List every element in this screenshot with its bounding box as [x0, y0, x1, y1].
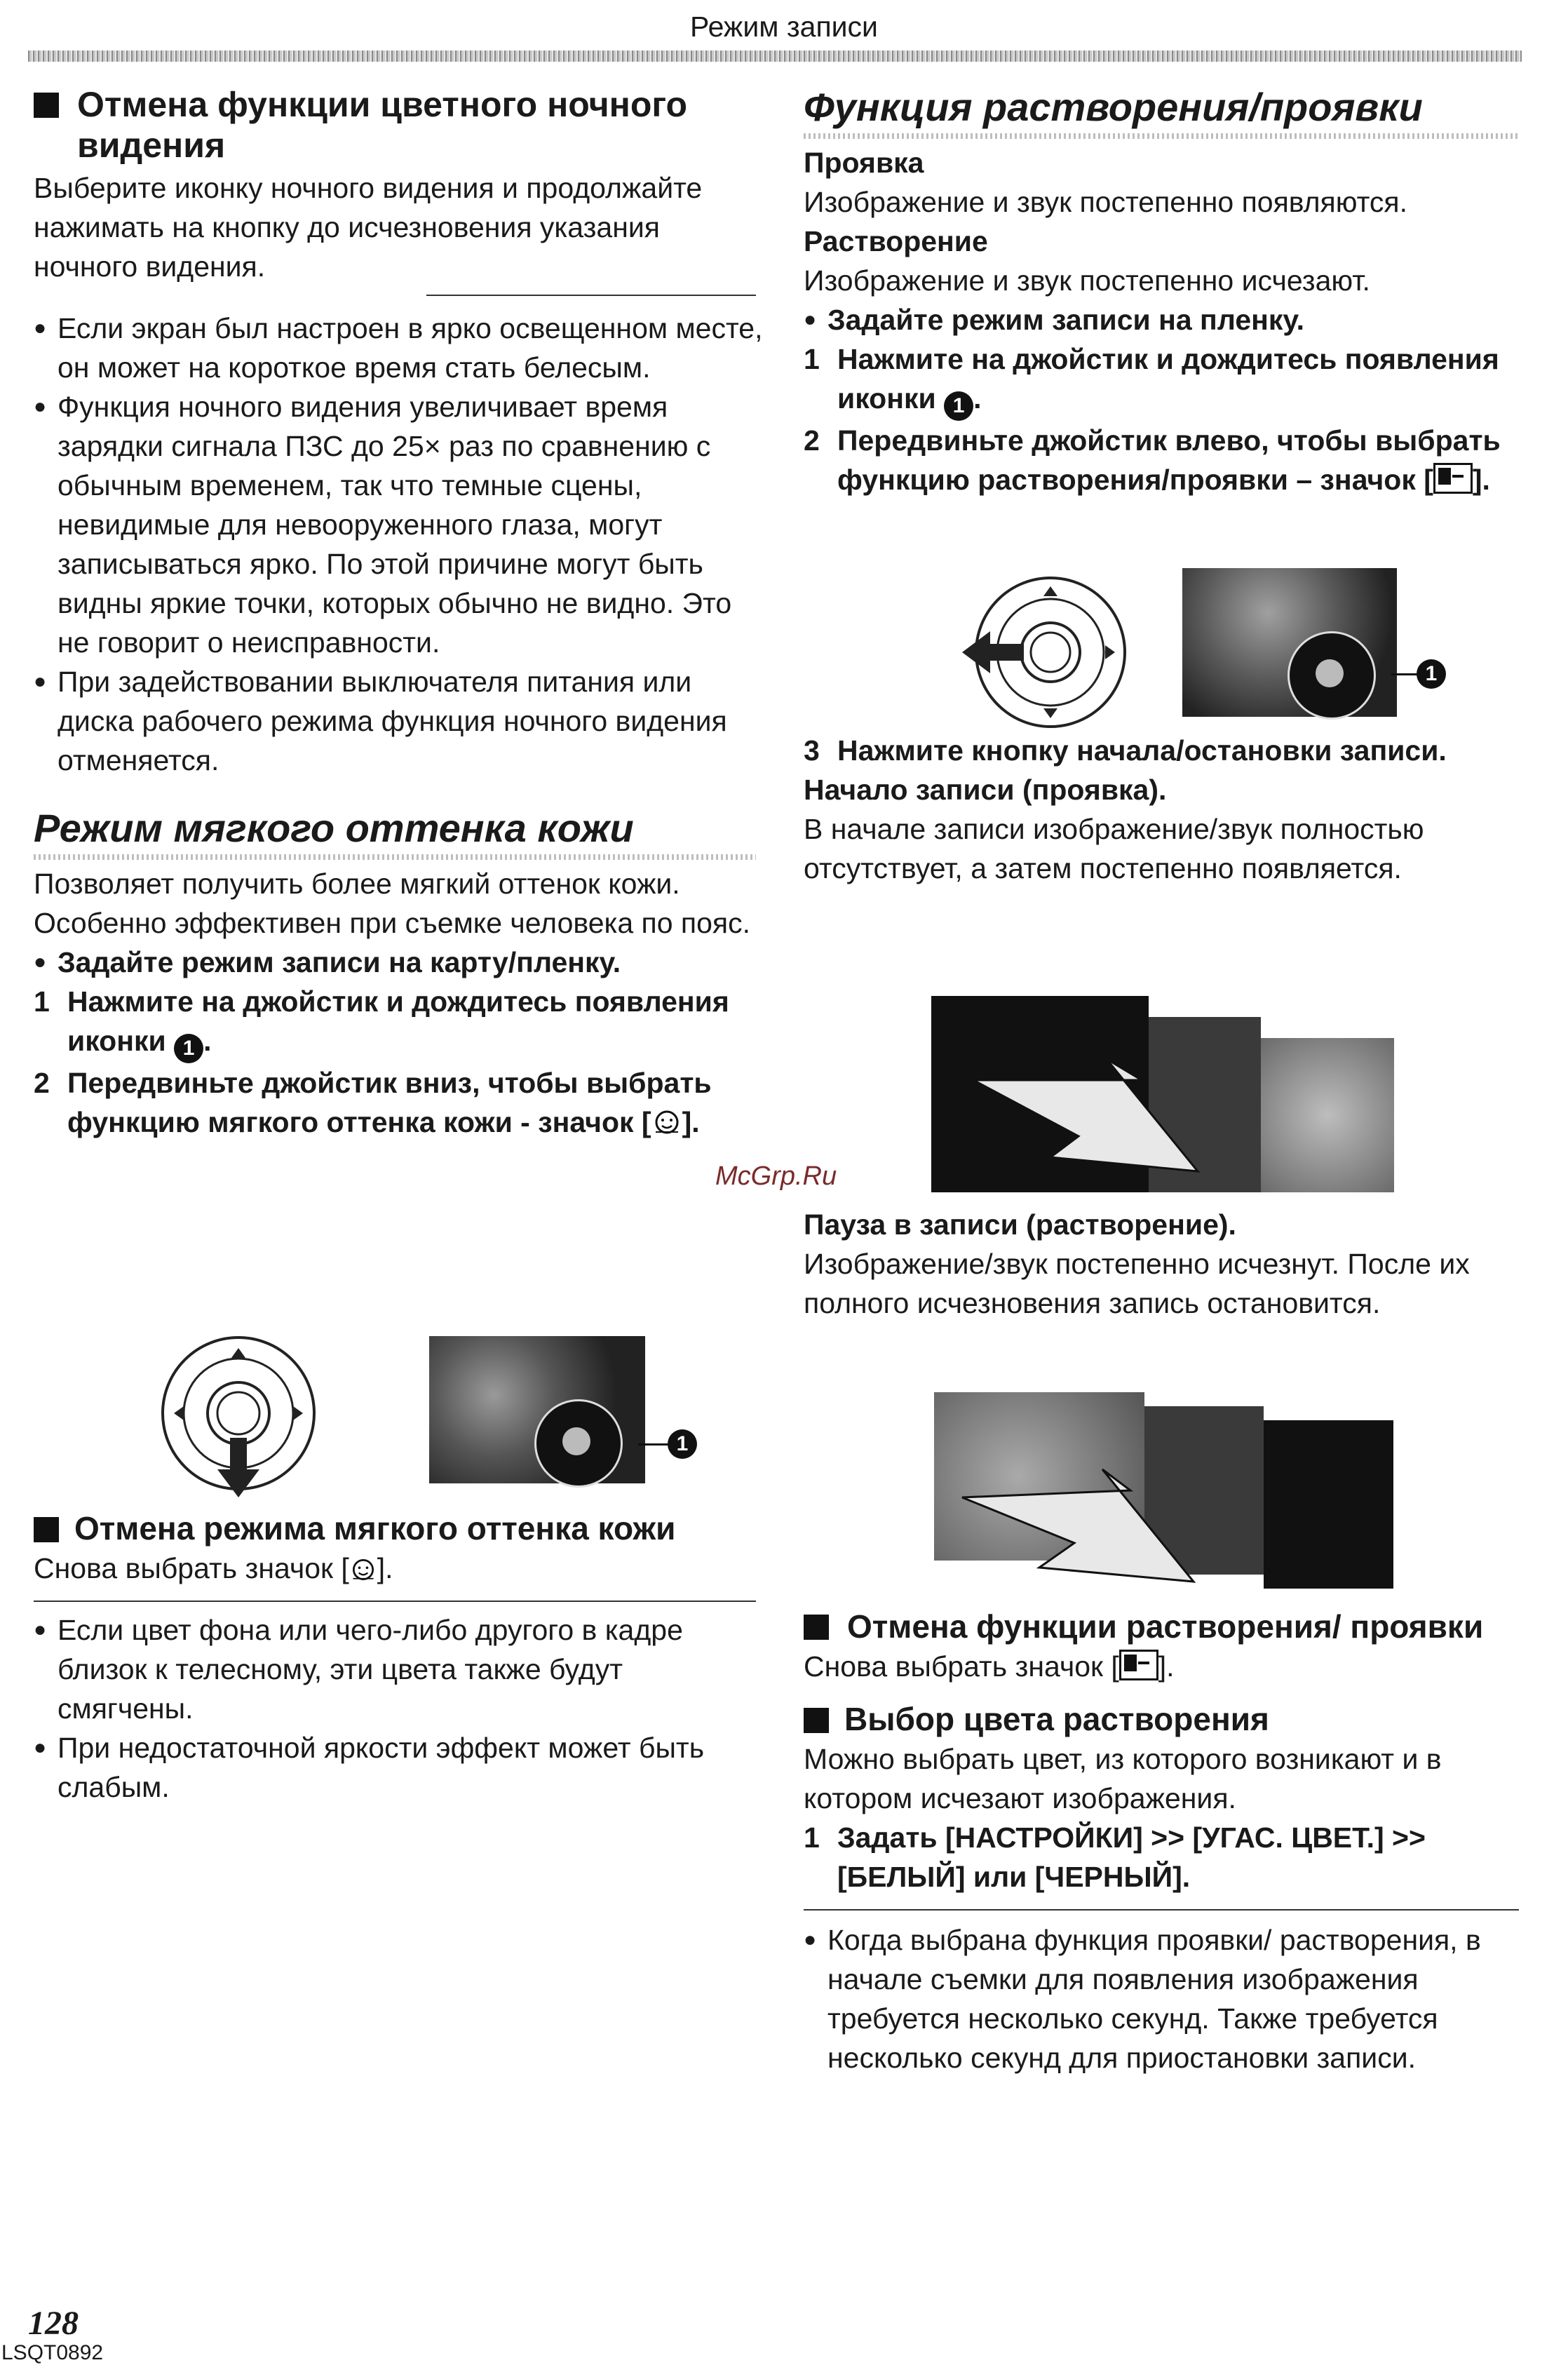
section-square-icon — [34, 93, 59, 118]
note-item: ● Функция ночного видения увеличивает время зарядки сигнала ПЗС до 25× раз по сравнению с обычным временем, так что темные сцены, невидимые для невооруженного глаза, могут записываться ярко. По этой причине могут быть видны яркие точки, которых обычно не видно. Это не говорит о неисправности. — [34, 387, 763, 662]
pause-text: Изображение/звук постепенно исчезнут. После их полного исчезновения запись остановится. — [804, 1248, 1470, 1319]
page-header-title: Режим записи — [690, 11, 878, 43]
divider — [34, 1601, 756, 1602]
fade-step-3: 3 Нажмите кнопку начала/остановки записи. — [804, 734, 1447, 767]
title-underline — [804, 133, 1519, 139]
right-column-pause — [804, 1205, 1533, 1323]
fade-out-label: Растворение — [804, 225, 988, 257]
note-item: ● Если цвет фона или чего-либо другого в кадре близок к телесному, эти цвета также будут смягчены. — [34, 1610, 763, 1728]
cancel-night-text: Выберите иконку ночного видения и продолжайте нажимать на кнопку до исчезновения указания ночного видения. — [34, 172, 703, 283]
figure-marker-1: 1 — [668, 1429, 697, 1459]
start-label: Начало записи (проявка). — [804, 774, 1167, 806]
note-item: ● При недостаточной яркости эффект может быть слабым. — [34, 1728, 763, 1807]
page-number: 128 — [28, 2305, 79, 2342]
soft-skin-intro: Позволяет получить более мягкий оттенок кожи. Особенно эффективен при съемке человека по пояс. — [34, 868, 751, 939]
title-underline — [34, 854, 756, 860]
soft-skin-step-1: 1 Нажмите на джойстик и дождитесь появления иконки 1 . — [34, 982, 763, 1063]
pointer-line — [1391, 673, 1419, 675]
fade-color-text: Можно выбрать цвет, из которого возникают и в котором исчезают изображения. — [804, 1743, 1442, 1814]
notes-list-2 — [34, 1610, 763, 1807]
pointer-line — [638, 1443, 670, 1446]
screen-image-fade — [1182, 568, 1397, 717]
cancel-fade-heading: Отмена функции растворения/ проявки — [804, 1606, 1533, 1647]
cancel-night-heading: Отмена функции цветного ночного видения — [34, 84, 763, 166]
watermark: McGrp.Ru — [715, 1161, 837, 1191]
arrow-icon — [934, 1392, 1393, 1589]
fade-step-2: 2 Передвиньте джойстик влево, чтобы выбрать функцию растворения/проявки – значок [ ]. — [804, 424, 1501, 496]
fade-out-text: Изображение и звук постепенно исчезают. — [804, 264, 1370, 297]
fade-in-text: Изображение и звук постепенно появляются. — [804, 186, 1407, 218]
marker-1-icon: 1 — [944, 391, 973, 421]
fade-in-label: Проявка — [804, 147, 924, 179]
doc-code: LSQT0892 — [1, 2341, 104, 2364]
screen-image-soft-skin — [429, 1336, 645, 1483]
soft-skin-step-2: 2 Передвиньте джойстик вниз, чтобы выбрать функцию мягкого оттенка кожи - значок [ ]. — [34, 1067, 712, 1138]
note-item: ● Если экран был настроен в ярко освещенном месте, он может на короткое время стать белесым. — [34, 309, 763, 387]
soft-skin-icon — [651, 1107, 682, 1138]
screen-icon — [562, 1427, 590, 1455]
right-bottom — [804, 1606, 1533, 2077]
left-bottom — [34, 1508, 763, 1807]
left-column — [34, 84, 763, 1142]
note-item: ● Когда выбрана функция проявки/ растворения, в начале съемки для появления изображения требуется несколько секунд. Также требуется несколько секунд для приостановки записи. — [804, 1920, 1533, 2077]
note-item: ● При задействовании выключателя питания или диска рабочего режима функция ночного видения отменяется. — [34, 662, 763, 780]
fade-out-image — [934, 1392, 1393, 1589]
fade-in-image — [931, 996, 1394, 1192]
fade-color-heading: Выбор цвета растворения — [804, 1699, 1533, 1739]
pause-label: Пауза в записи (растворение). — [804, 1208, 1236, 1241]
right-column — [804, 84, 1533, 499]
screen-icon — [1316, 659, 1344, 687]
cancel-soft-text: Снова выбрать значок [ ]. — [34, 1552, 393, 1584]
joystick-left-figure — [959, 568, 1128, 736]
divider — [426, 295, 756, 296]
figure-marker-1: 1 — [1417, 659, 1446, 689]
notes-list-1 — [34, 309, 763, 780]
arrow-icon — [931, 996, 1394, 1192]
section-square-icon — [34, 1517, 59, 1542]
soft-skin-icon — [349, 1556, 377, 1584]
cancel-soft-heading: Отмена режима мягкого оттенка кожи — [34, 1508, 763, 1549]
joystick-down-figure — [154, 1333, 323, 1501]
soft-skin-title: Режим мягкого оттенка кожи — [34, 806, 634, 850]
cancel-fade-text: Снова выбрать значок [ ]. — [804, 1650, 1175, 1683]
fade-icon — [1433, 463, 1473, 494]
fade-color-step-1: 1 Задать [НАСТРОЙКИ] >> [УГАС. ЦВЕТ.] >> [БЕЛЫЙ] или [ЧЕРНЫЙ]. — [804, 1821, 1426, 1893]
fade-step-1: 1 Нажмите на джойстик и дождитесь появления иконки 1 . — [804, 339, 1533, 421]
start-text: В начале записи изображение/звук полностью отсутствует, а затем постепенно появляется. — [804, 813, 1424, 884]
fade-title: Функция растворения/проявки — [804, 85, 1423, 129]
section-square-icon — [804, 1708, 829, 1733]
marker-1-icon: 1 — [174, 1034, 203, 1063]
right-column-step3 — [804, 731, 1533, 888]
fade-icon — [1119, 1650, 1158, 1680]
divider — [804, 1909, 1519, 1911]
section-square-icon — [804, 1615, 829, 1640]
header-band — [28, 50, 1522, 62]
soft-skin-set-mode: ● Задайте режим записи на карту/пленку. — [34, 943, 763, 982]
fade-set-mode: ● Задайте режим записи на пленку. — [804, 300, 1533, 339]
